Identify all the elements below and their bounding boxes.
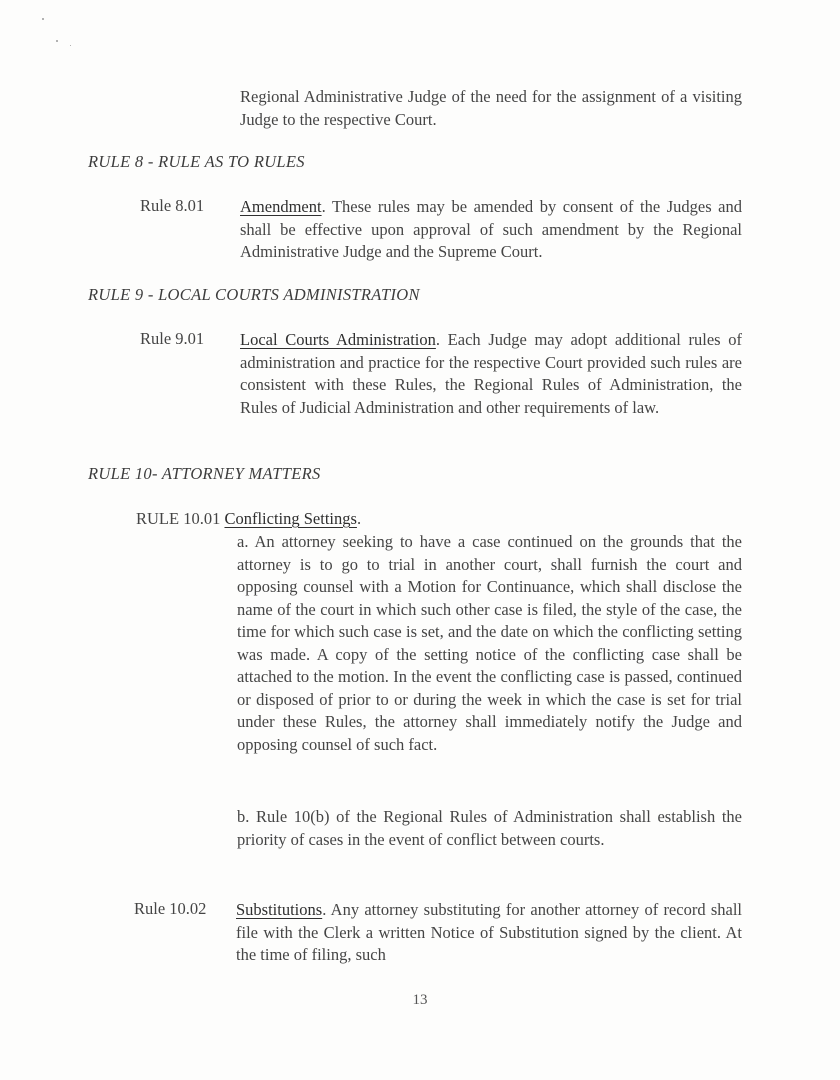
rule-9-01-paragraph [240,329,742,419]
rule-10-01-paragraph-a [237,531,742,756]
rule-10-01-para-b-text: b. Rule 10(b) of the Regional Rules of Administration shall establish the priority of cases in the event of conflict between courts. [237,807,742,849]
rule-9-01-number: Rule 9.01 [140,329,205,348]
rule-9-heading: RULE 9 - LOCAL COURTS ADMINISTRATION [88,285,420,304]
rule-10-02-number: Rule 10.02 [134,899,207,918]
rule-10-01-number: RULE 10.01 [136,509,221,528]
scan-speck [70,45,71,46]
rule-8-01-number: Rule 8.01 [140,196,205,215]
continuation-paragraph [240,86,742,131]
rule-8-01-title: Amendment [240,197,322,216]
rule-10-01-title-suffix: . [356,509,362,528]
rule-10-02-title: Substitutions [236,900,323,919]
page-number: 13 [412,992,428,1008]
rule-10-02-text: . Any attorney substituting for another attorney of record shall file with the Clerk a written Notice of Substitution signed by the client. At the time of filing, such [236,900,742,964]
rule-9-01-text: . Each Judge may adopt additional rules of administration and practice for the respective Court provided such rules are consistent with these Rules, the Regional Rules of Administration, the Rules of Judicial Administration and other requirements of law. [240,330,742,417]
rule-10-02-paragraph [236,899,742,967]
rule-10-01-header [136,509,361,529]
continuation-text: Regional Administrative Judge of the need for the assignment of a visiting Judge to the respective Court. [240,87,742,129]
rule-10-01-title: Conflicting Settings [224,509,357,528]
rule-10-01-paragraph-b [237,806,742,851]
rule-10-01-para-a-text: a. An attorney seeking to have a case continued on the grounds that the attorney is to go to trial in another court, shall furnish the court and opposing counsel with a Motion for Continuance, which shall disclose the name of the court in which such other case is filed, the style of the case, the time for which such case is set, and the date on which the conflicting setting was made. A copy of the setting notice of the conflicting case shall be attached to the motion. In the event the conflicting case is passed, continued or disposed of prior to or during the week in which the case is set for trial under these Rules, the attorney shall immediately notify the Judge and opposing counsel of such fact. [237,532,742,754]
rule-9-01-title: Local Courts Administration [240,330,436,349]
scan-speck [56,40,58,42]
rule-8-01-paragraph [240,196,742,264]
rule-8-01-text: . These rules may be amended by consent of the Judges and shall be effective upon approval of such amendment by the Regional Administrative Judge and the Supreme Court. [240,197,742,261]
scan-speck [42,18,44,20]
rule-10-heading: RULE 10- ATTORNEY MATTERS [88,464,321,483]
rule-8-heading: RULE 8 - RULE AS TO RULES [88,152,305,171]
